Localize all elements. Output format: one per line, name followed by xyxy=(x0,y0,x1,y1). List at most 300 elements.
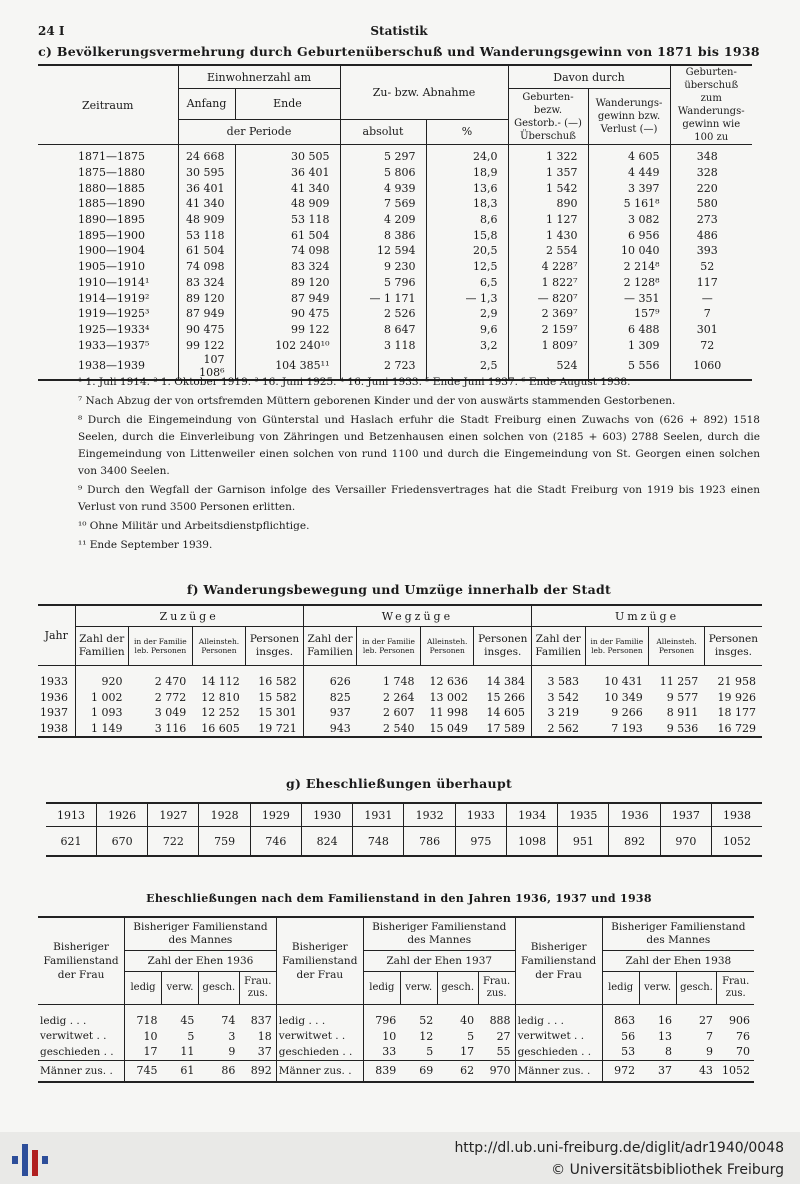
cell-value: 10 xyxy=(382,1029,397,1043)
cell-geb: 890 xyxy=(508,196,588,212)
row-label: geschieden . . xyxy=(276,1044,363,1060)
cell-value: 863 xyxy=(614,1014,636,1028)
cell-abs: 12 594 xyxy=(340,243,426,259)
col-zuzuege: Zuzüge xyxy=(75,605,303,627)
col-zeitraum: Zeitraum xyxy=(82,98,134,112)
cell-start: 48 909 xyxy=(178,212,235,228)
cell-value: 12 252 xyxy=(201,706,240,720)
cell-pct: 6,5 xyxy=(426,275,508,291)
col-geburten: Geburten- bezw. Gestorb.- (—) Überschuß xyxy=(508,89,588,145)
cell-value: 12 xyxy=(419,1029,434,1043)
col-in_fam: in der Familie leb. Personen xyxy=(357,627,421,666)
cell-geb: 1 430 xyxy=(508,227,588,243)
cell-total: 970 xyxy=(478,1060,515,1082)
cell-value: 9 266 xyxy=(611,706,643,720)
table-row xyxy=(38,275,752,291)
cell-total: 62 xyxy=(460,1064,475,1077)
footnote-10: ¹⁰ Ohne Militär und Arbeitsdienstpflichtige. xyxy=(78,520,310,532)
cell-value: 76 xyxy=(736,1029,750,1043)
page-number: 24 I xyxy=(38,24,65,38)
cell-abs: 9 230 xyxy=(340,259,426,275)
cell-period: 1880—1885 xyxy=(38,180,178,196)
cell-end: 74 098 xyxy=(235,243,340,259)
cell-start: 30 595 xyxy=(178,165,235,181)
cell-wan: 5 161⁸ xyxy=(588,196,670,212)
cell-ratio: 580 xyxy=(696,197,718,211)
col-1: verw. xyxy=(639,972,676,1005)
col-davon-durch: Davon durch xyxy=(508,65,670,89)
col-1: verw. xyxy=(162,972,199,1005)
cell-total: 37 xyxy=(658,1064,673,1077)
cell-value: 21 958 xyxy=(717,675,756,689)
col-ende: Ende xyxy=(235,89,340,120)
cell-end: 36 401 xyxy=(235,165,340,181)
footnote-1-6: ¹ 1. Juli 1914. ² 1. Oktober 1919. ³ 16. Juni 1925. ⁴ 16. Juni 1933. ⁵ Ende Juni 1937. ⁶ Ende August 1938. xyxy=(78,376,631,388)
cell-total: 86 xyxy=(221,1064,236,1077)
cell-wan: 5 556 xyxy=(588,353,670,380)
row-label: verwitwet . . xyxy=(38,1029,125,1045)
col-2: gesch. xyxy=(676,972,717,1005)
cell-wan: — 351 xyxy=(588,290,670,306)
cell-wan: 1 309 xyxy=(588,337,670,353)
cell-ratio: 273 xyxy=(696,213,718,227)
cell-value: 15 582 xyxy=(246,690,304,706)
cell-period: 1871—1875 xyxy=(38,145,178,165)
cell-value: 1 002 xyxy=(90,690,123,704)
cell-year: 1936 xyxy=(38,690,75,706)
cell-start: 41 340 xyxy=(178,196,235,212)
cell-value: 16 729 xyxy=(704,721,762,738)
cell-wan: 4 449 xyxy=(588,165,670,181)
row-label: verwitwet . . xyxy=(276,1029,363,1045)
col-2: gesch. xyxy=(198,972,239,1005)
col-bisheriger-mann: Bisheriger Familienstand des Mannes xyxy=(125,917,277,951)
cell-count: 975 xyxy=(455,827,506,857)
cell-value: 27 xyxy=(698,1014,713,1028)
cell-value: 19 721 xyxy=(246,721,304,738)
col-0: ledig xyxy=(125,972,162,1005)
cell-period: 1905—1910 xyxy=(38,259,178,275)
table-row xyxy=(38,145,752,165)
footer-bar xyxy=(0,1132,800,1184)
cell-ratio: 7 xyxy=(703,307,711,321)
header-row xyxy=(38,917,754,951)
cell-value: 16 xyxy=(658,1014,673,1028)
cell-start: 83 324 xyxy=(178,275,235,291)
cell-value: 17 xyxy=(460,1045,475,1059)
cell-abs: 8 647 xyxy=(340,322,426,338)
cell-value: 18 xyxy=(239,1029,276,1045)
cell-total: 1052 xyxy=(722,1064,750,1077)
cell-count: 824 xyxy=(301,827,352,857)
cell-total: 61 xyxy=(180,1064,195,1077)
col-absolut: absolut xyxy=(340,119,426,144)
cell-ratio: — xyxy=(701,291,713,305)
cell-total: 745 xyxy=(136,1064,158,1077)
table-row xyxy=(38,721,762,738)
cell-ratio: 220 xyxy=(696,181,718,195)
cell-value: 10 431 xyxy=(604,675,643,689)
cell-start: 99 122 xyxy=(178,337,235,353)
cell-year: 1936 xyxy=(609,803,660,827)
cell-value: 11 998 xyxy=(429,706,468,720)
footnote-9: ⁹ Durch den Wegfall der Garnison infolge des Versailler Friedensvertrages hat die Stadt Freiburg von 1919 bis 1923 einen Verlust von rund 3500 Personen erlitten. xyxy=(78,484,760,513)
col-bisheriger-mann: Bisheriger Familienstand des Mannes xyxy=(363,917,515,951)
cell-start: 61 504 xyxy=(178,243,235,259)
section-h-title: Eheschließungen nach dem Familienstand in den Jahren 1936, 1937 und 1938 xyxy=(146,892,652,905)
cell-value: 11 xyxy=(180,1045,195,1059)
cell-period: 1919—1925³ xyxy=(38,306,178,322)
col-3: Frau. zus. xyxy=(478,972,515,1005)
cell-geb: — 820⁷ xyxy=(508,290,588,306)
footnote-8: ⁸ Durch die Eingemeindung von Günterstal und Haslach erfuhr die Stadt Freiburg einen Zuwachs von (626 + 892) 1518 Seelen, durch die Einverleibung von Zähringen und Betzenhausen einen solchen von (2185 + 603) 2788 Seelen, durch die Eingemeindung von Littenweiler einen solchen von rund 1100 und durch die Eingemeindung von St. Georgen einen solchen von 3400 Seelen. xyxy=(78,414,760,477)
cell-end: 99 122 xyxy=(235,322,340,338)
cell-end: 104 385¹¹ xyxy=(235,353,340,380)
cell-wan: 2 128⁸ xyxy=(588,275,670,291)
cell-value: 2 562 xyxy=(532,721,585,738)
cell-start: 107 108⁶ xyxy=(178,353,235,380)
cell-value: 16 582 xyxy=(246,666,304,690)
col-wegzuege: Wegzüge xyxy=(303,605,531,627)
cell-value: 33 xyxy=(382,1045,397,1059)
table-row xyxy=(38,666,762,690)
cell-ratio: 117 xyxy=(696,275,718,289)
col-zahl_fam: Zahl der Familien xyxy=(303,627,356,666)
cell-geb: 1 322 xyxy=(508,145,588,165)
cell-geb: 1 809⁷ xyxy=(508,337,588,353)
cell-end: 41 340 xyxy=(235,180,340,196)
cell-value: 2 264 xyxy=(383,690,415,704)
cell-value: 13 xyxy=(658,1029,673,1043)
cell-start: 74 098 xyxy=(178,259,235,275)
cell-abs: 2 723 xyxy=(340,353,426,380)
cell-value: 937 xyxy=(329,706,351,720)
cell-abs: — 1 171 xyxy=(340,290,426,306)
cell-geb: 1 822⁷ xyxy=(508,275,588,291)
cell-total: 69 xyxy=(419,1064,434,1077)
cell-year: 1929 xyxy=(250,803,301,827)
cell-geb: 2 369⁷ xyxy=(508,306,588,322)
col-allein: Alleinsteh. Personen xyxy=(421,627,474,666)
table-row xyxy=(38,227,752,243)
cell-ratio: 52 xyxy=(700,260,715,274)
cell-ratio: 348 xyxy=(696,150,718,164)
cell-pct: 15,8 xyxy=(426,227,508,243)
table-row xyxy=(38,306,752,322)
cell-wan: 4 605 xyxy=(588,145,670,165)
cell-geb: 1 357 xyxy=(508,165,588,181)
cell-value: 888 xyxy=(478,1005,515,1029)
cell-ratio: 486 xyxy=(696,228,718,242)
cell-value: 9 xyxy=(228,1045,236,1059)
cell-year: 1930 xyxy=(301,803,352,827)
cell-value: 906 xyxy=(729,1014,750,1028)
cell-count: 746 xyxy=(250,827,301,857)
row-label: verwitwet . . xyxy=(515,1029,602,1045)
cell-abs: 5 796 xyxy=(340,275,426,291)
running-title: Statistik xyxy=(370,24,428,38)
cell-value: 18 177 xyxy=(717,706,756,720)
table-row xyxy=(38,322,752,338)
table-row xyxy=(38,196,752,212)
total-label: Männer zus. . xyxy=(38,1060,125,1082)
cell-end: 30 505 xyxy=(235,145,340,165)
source-url-link[interactable]: http://dl.ub.uni-freiburg.de/diglit/adr1940/0048 xyxy=(454,1140,784,1156)
col-allein: Alleinsteh. Personen xyxy=(192,627,245,666)
cell-value: 15 266 xyxy=(474,690,532,706)
cell-period: 1885—1890 xyxy=(38,196,178,212)
cell-count: 1098 xyxy=(506,827,557,857)
col-allein: Alleinsteh. Personen xyxy=(649,627,705,666)
cell-end: 102 240¹⁰ xyxy=(235,337,340,353)
cell-value: 2 470 xyxy=(154,675,187,689)
cell-value: 14 112 xyxy=(201,675,240,689)
cell-start: 53 118 xyxy=(178,227,235,243)
cell-value: 5 xyxy=(467,1029,475,1043)
cell-geb: 2 554 xyxy=(508,243,588,259)
row-label: geschieden . . xyxy=(38,1044,125,1060)
cell-value: 45 xyxy=(180,1014,195,1028)
cell-abs: 7 569 xyxy=(340,196,426,212)
col-0: ledig xyxy=(602,972,639,1005)
cell-year: 1937 xyxy=(38,705,75,721)
cell-value: 2 607 xyxy=(383,706,415,720)
cell-value: 718 xyxy=(136,1014,158,1028)
cell-count: 951 xyxy=(558,827,609,857)
cell-value: 9 xyxy=(705,1045,713,1059)
cell-value: 5 xyxy=(187,1029,195,1043)
cell-end: 87 949 xyxy=(235,290,340,306)
cell-value: 16 605 xyxy=(192,721,245,738)
cell-value: 626 xyxy=(329,675,351,689)
cell-year: 1928 xyxy=(199,803,250,827)
cell-abs: 4 209 xyxy=(340,212,426,228)
cell-total: 892 xyxy=(239,1060,276,1082)
cell-count: 786 xyxy=(404,827,455,857)
cell-value: 17 xyxy=(143,1045,158,1059)
cell-value: 10 349 xyxy=(604,690,643,704)
cell-count: 748 xyxy=(353,827,404,857)
col-wanderung: Wanderungs- gewinn bzw. Verlust (—) xyxy=(588,89,670,145)
col-3: Frau. zus. xyxy=(239,972,276,1005)
footnote-11: ¹¹ Ende September 1939. xyxy=(78,539,213,551)
cell-pct: 20,5 xyxy=(426,243,508,259)
col-3: Frau. zus. xyxy=(717,972,754,1005)
col-zahl_fam: Zahl der Familien xyxy=(532,627,585,666)
cell-value: 943 xyxy=(303,721,356,738)
cell-period: 1925—1933⁴ xyxy=(38,322,178,338)
cell-year: 1938 xyxy=(722,808,751,822)
col-bisheriger-mann: Bisheriger Familienstand des Mannes xyxy=(602,917,754,951)
col-1: verw. xyxy=(400,972,437,1005)
cell-geb: 524 xyxy=(508,353,588,380)
footnote-7: ⁷ Nach Abzug der von ortsfremden Müttern geborenen Kinder und der von auswärts stammenden Gestorbenen. xyxy=(78,395,676,407)
cell-wan: 6 956 xyxy=(588,227,670,243)
col-der-periode: der Periode xyxy=(178,119,340,144)
cell-value: 3 542 xyxy=(547,690,580,704)
cell-value: 2 540 xyxy=(357,721,421,738)
table-row xyxy=(38,165,752,181)
col-zahl_fam: Zahl der Familien xyxy=(75,627,128,666)
cell-value: 825 xyxy=(329,690,351,704)
cell-pct: — 1,3 xyxy=(426,290,508,306)
cell-count: 892 xyxy=(609,827,660,857)
cell-end: 90 475 xyxy=(235,306,340,322)
cell-pct: 3,2 xyxy=(426,337,508,353)
cell-end: 48 909 xyxy=(235,196,340,212)
cell-start: 36 401 xyxy=(178,180,235,196)
col-zahl-der-ehen: Zahl der Ehen 1938 xyxy=(602,951,754,972)
table-row xyxy=(38,290,752,306)
col-zu-abnahme: Zu- bzw. Abnahme xyxy=(340,65,508,119)
cell-pct: 13,6 xyxy=(426,180,508,196)
cell-ratio: 72 xyxy=(700,338,715,352)
cell-value: 19 926 xyxy=(717,690,756,704)
row-label: ledig . . . xyxy=(276,1005,363,1029)
cell-pct: 8,6 xyxy=(426,212,508,228)
cell-value: 10 xyxy=(143,1029,158,1043)
cell-abs: 2 526 xyxy=(340,306,426,322)
cell-value: 7 193 xyxy=(585,721,649,738)
col-bisheriger-frau: Bisheriger Familienstand der Frau xyxy=(38,917,125,1005)
cell-value: 56 xyxy=(621,1029,636,1043)
cell-value: 55 xyxy=(478,1044,515,1060)
header-row xyxy=(38,972,754,1005)
copyright-text: © Universitätsbibliothek Freiburg xyxy=(551,1162,784,1178)
cell-period: 1895—1900 xyxy=(38,227,178,243)
cell-period: 1890—1895 xyxy=(38,212,178,228)
cell-ratio: 328 xyxy=(696,166,718,180)
table-row xyxy=(38,1029,754,1045)
cell-value: 3 219 xyxy=(547,706,580,720)
cell-wan: 3 082 xyxy=(588,212,670,228)
table-row xyxy=(38,705,762,721)
cell-geb: 1 127 xyxy=(508,212,588,228)
col-zahl-der-ehen: Zahl der Ehen 1937 xyxy=(363,951,515,972)
cell-value: 14 384 xyxy=(474,666,532,690)
cell-value: 13 002 xyxy=(429,690,468,704)
population-table xyxy=(38,64,752,381)
cell-wan: 10 040 xyxy=(588,243,670,259)
cell-count: 722 xyxy=(148,827,199,857)
cell-value: 37 xyxy=(239,1044,276,1060)
table-row xyxy=(38,1044,754,1060)
cell-value: 3 xyxy=(228,1029,236,1043)
header-row xyxy=(38,951,754,972)
cell-total: 839 xyxy=(375,1064,397,1077)
cell-year: 1913 xyxy=(46,803,96,827)
col-jahr: Jahr xyxy=(38,605,75,666)
row-label: ledig . . . xyxy=(38,1005,125,1029)
marriages-table xyxy=(46,802,762,857)
cell-value: 52 xyxy=(419,1014,434,1028)
cell-pct: 18,9 xyxy=(426,165,508,181)
cell-value: 70 xyxy=(736,1045,750,1059)
cell-end: 61 504 xyxy=(235,227,340,243)
col-prozent: % xyxy=(426,119,508,144)
section-g-title: g) Eheschließungen überhaupt xyxy=(285,776,513,791)
cell-period: 1938—1939 xyxy=(38,353,178,380)
cell-year: 1927 xyxy=(148,803,199,827)
col-bisheriger-frau: Bisheriger Familienstand der Frau xyxy=(276,917,363,1005)
cell-value: 27 xyxy=(478,1029,515,1045)
col-2: gesch. xyxy=(437,972,478,1005)
total-label: Männer zus. . xyxy=(515,1060,602,1082)
col-in_fam: in der Familie leb. Personen xyxy=(585,627,649,666)
col-bisheriger-frau: Bisheriger Familienstand der Frau xyxy=(515,917,602,1005)
col-zahl-der-ehen: Zahl der Ehen 1936 xyxy=(125,951,277,972)
col-umzuege: Umzüge xyxy=(532,605,762,627)
cell-value: 12 636 xyxy=(429,675,468,689)
cell-year: 1933 xyxy=(455,803,506,827)
cell-geb: 4 228⁷ xyxy=(508,259,588,275)
cell-value: 74 xyxy=(221,1014,236,1028)
cell-value: 11 257 xyxy=(659,675,699,689)
cell-start: 90 475 xyxy=(178,322,235,338)
cell-pct: 9,6 xyxy=(426,322,508,338)
cell-start: 89 120 xyxy=(178,290,235,306)
cell-wan: 2 214⁸ xyxy=(588,259,670,275)
cell-period: 1900—1904 xyxy=(38,243,178,259)
cell-value: 9 577 xyxy=(666,690,699,704)
page-header xyxy=(38,22,760,42)
cell-value: 12 810 xyxy=(201,690,240,704)
cell-wan: 6 488 xyxy=(588,322,670,338)
cell-value: 1 748 xyxy=(383,675,415,689)
cell-count: 970 xyxy=(660,827,711,857)
table-row xyxy=(38,259,752,275)
cell-period: 1910—1914¹ xyxy=(38,275,178,291)
cell-period: 1914—1919² xyxy=(38,290,178,306)
cell-ratio: 393 xyxy=(696,244,718,258)
col-in_fam: in der Familie leb. Personen xyxy=(128,627,192,666)
col-einwohnerzahl: Einwohnerzahl am xyxy=(178,65,340,89)
cell-abs: 3 118 xyxy=(340,337,426,353)
cell-year: 1937 xyxy=(660,803,711,827)
col-pers_ins: Personen insges. xyxy=(246,627,304,666)
cell-geb: 2 159⁷ xyxy=(508,322,588,338)
cell-count: 670 xyxy=(96,827,147,857)
cell-abs: 5 297 xyxy=(340,145,426,165)
cell-pct: 24,0 xyxy=(426,145,508,165)
cell-value: 17 589 xyxy=(474,721,532,738)
col-pers_ins: Personen insges. xyxy=(474,627,532,666)
cell-value: 3 116 xyxy=(128,721,192,738)
migration-table xyxy=(38,604,762,738)
cell-value: 796 xyxy=(375,1014,397,1028)
cell-abs: 5 806 xyxy=(340,165,426,181)
cell-year: 1934 xyxy=(506,803,557,827)
cell-value: 40 xyxy=(460,1014,475,1028)
table-row xyxy=(38,1005,754,1029)
footnotes xyxy=(78,374,760,554)
cell-end: 83 324 xyxy=(235,259,340,275)
row-label: ledig . . . xyxy=(515,1005,602,1029)
cell-value: 2 772 xyxy=(154,690,187,704)
cell-value: 1 149 xyxy=(75,721,128,738)
cell-year: 1932 xyxy=(404,803,455,827)
cell-period: 1933—1937⁵ xyxy=(38,337,178,353)
cell-value: 7 xyxy=(705,1029,713,1043)
cell-pct: 18,3 xyxy=(426,196,508,212)
cell-value: 5 xyxy=(426,1045,434,1059)
library-logo-icon xyxy=(8,1136,56,1180)
cell-end: 89 120 xyxy=(235,275,340,291)
cell-value: 837 xyxy=(239,1005,276,1029)
cell-value: 920 xyxy=(101,675,123,689)
cell-year: 1931 xyxy=(353,803,404,827)
col-pers_ins: Personen insges. xyxy=(704,627,762,666)
